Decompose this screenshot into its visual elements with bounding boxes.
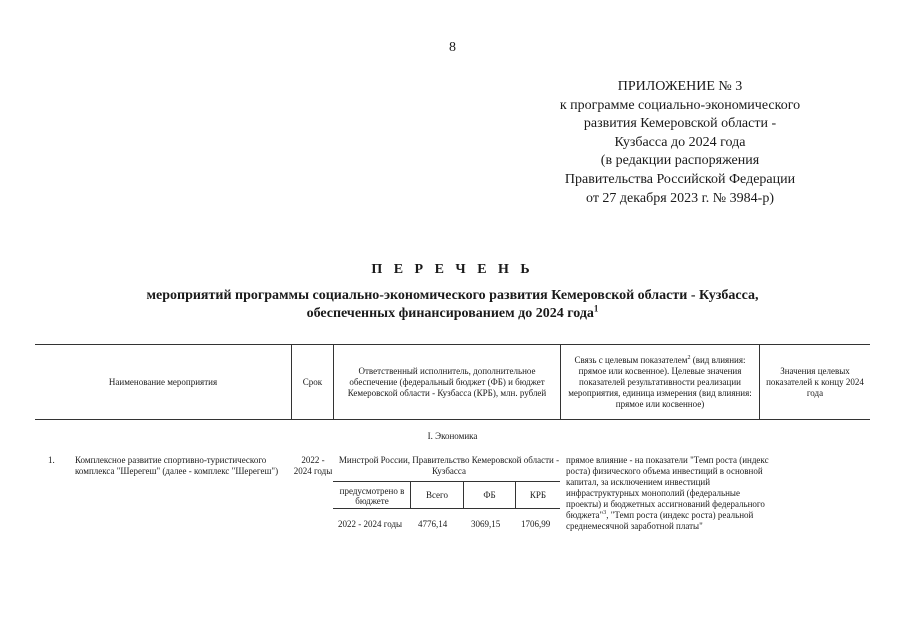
row-term: 2022 - 2024 годы [293, 455, 333, 476]
header-link-content [565, 355, 755, 410]
section-heading: I. Экономика [427, 431, 478, 441]
appendix-line: к программе социально-экономического [559, 97, 801, 113]
subtitle-line-2 [60, 305, 845, 323]
budget-krb: 1706,99 [521, 519, 551, 529]
budget-table-header-bottom [333, 508, 560, 509]
row-link [566, 455, 771, 532]
budget-header-planned: предусмотрено в бюджете [339, 486, 405, 506]
column-divider [560, 344, 561, 419]
row-number: 1. [48, 455, 55, 465]
header-link-text-2: (вид влияния: прямое или косвенное). Целевые значения показателей результативности реализации мероприятия, единица измерения (вид влияния: прямое или косвенное) [568, 354, 752, 409]
row-link-text: прямое влияние - на показатели "Темп роста (индекс роста) физического объема инвестиций в основной капитал, за исключением инвестиций инфраструктурных монополий (федеральные проекты) и бюджетных ассигнований федерального бюджета" [566, 455, 769, 520]
row-link-footnote: 3 [603, 510, 607, 516]
subtitle-footnote: 1 [593, 303, 599, 314]
appendix-line: Правительства Российской Федерации [564, 171, 796, 187]
appendix-line: ПРИЛОЖЕНИЕ № 3 [617, 79, 743, 94]
subtitle-line-1: мероприятий программы социально-экономического развития Кемеровской области - Кузбасса, [146, 288, 759, 303]
document-title: П Е Р Е Ч Е Н Ь [371, 262, 534, 277]
header-link [565, 345, 755, 419]
document-subtitle [60, 287, 845, 323]
subtitle-line-2-text: обеспеченных финансированием до 2024 года [306, 306, 594, 321]
row-executor: Минстрой России, Правительство Кемеровской области - Кузбасса [338, 455, 560, 476]
header-link-text-1: Связь с целевым показателем [574, 354, 688, 365]
header-link-footnote: 2 [687, 354, 691, 361]
page-number: 8 [449, 40, 456, 55]
header-executor: Ответственный исполнитель, дополнительное обеспечение (федеральный бюджет (ФБ) и бюджет Кемеровской области - Кузбасса (КРБ), млн. рублей [347, 365, 547, 398]
appendix-line: от 27 декабря 2023 г. № 3984-р) [586, 190, 774, 206]
budget-header-krb: КРБ [529, 490, 547, 500]
row-name: Комплексное развитие спортивно-туристического комплекса "Шерегеш" (далее - комплекс "Шерегеш") [75, 455, 279, 476]
row-link-text-2: , "Темп роста (индекс роста) реальной среднемесячной заработной платы" [566, 510, 754, 531]
budget-header-fb: ФБ [483, 490, 496, 500]
budget-total: 4776,14 [418, 519, 448, 529]
budget-table-top [333, 481, 560, 482]
budget-fb: 3069,15 [471, 519, 501, 529]
appendix-line: развития Кемеровской области - [583, 116, 777, 132]
appendix-line: (в редакции распоряжения [600, 153, 760, 169]
header-term: Срок [302, 376, 323, 387]
header-name: Наименование мероприятия [108, 376, 218, 387]
header-target: Значения целевых показателей к концу 2024 года [766, 365, 864, 398]
budget-header-total: Всего [425, 490, 449, 500]
column-divider [333, 344, 334, 419]
table-header-bottom-border [35, 419, 870, 420]
appendix-block [540, 78, 820, 208]
budget-period: 2022 - 2024 годы [338, 519, 403, 529]
appendix-line: Кузбасса до 2024 года [614, 134, 746, 150]
column-divider [759, 344, 760, 419]
